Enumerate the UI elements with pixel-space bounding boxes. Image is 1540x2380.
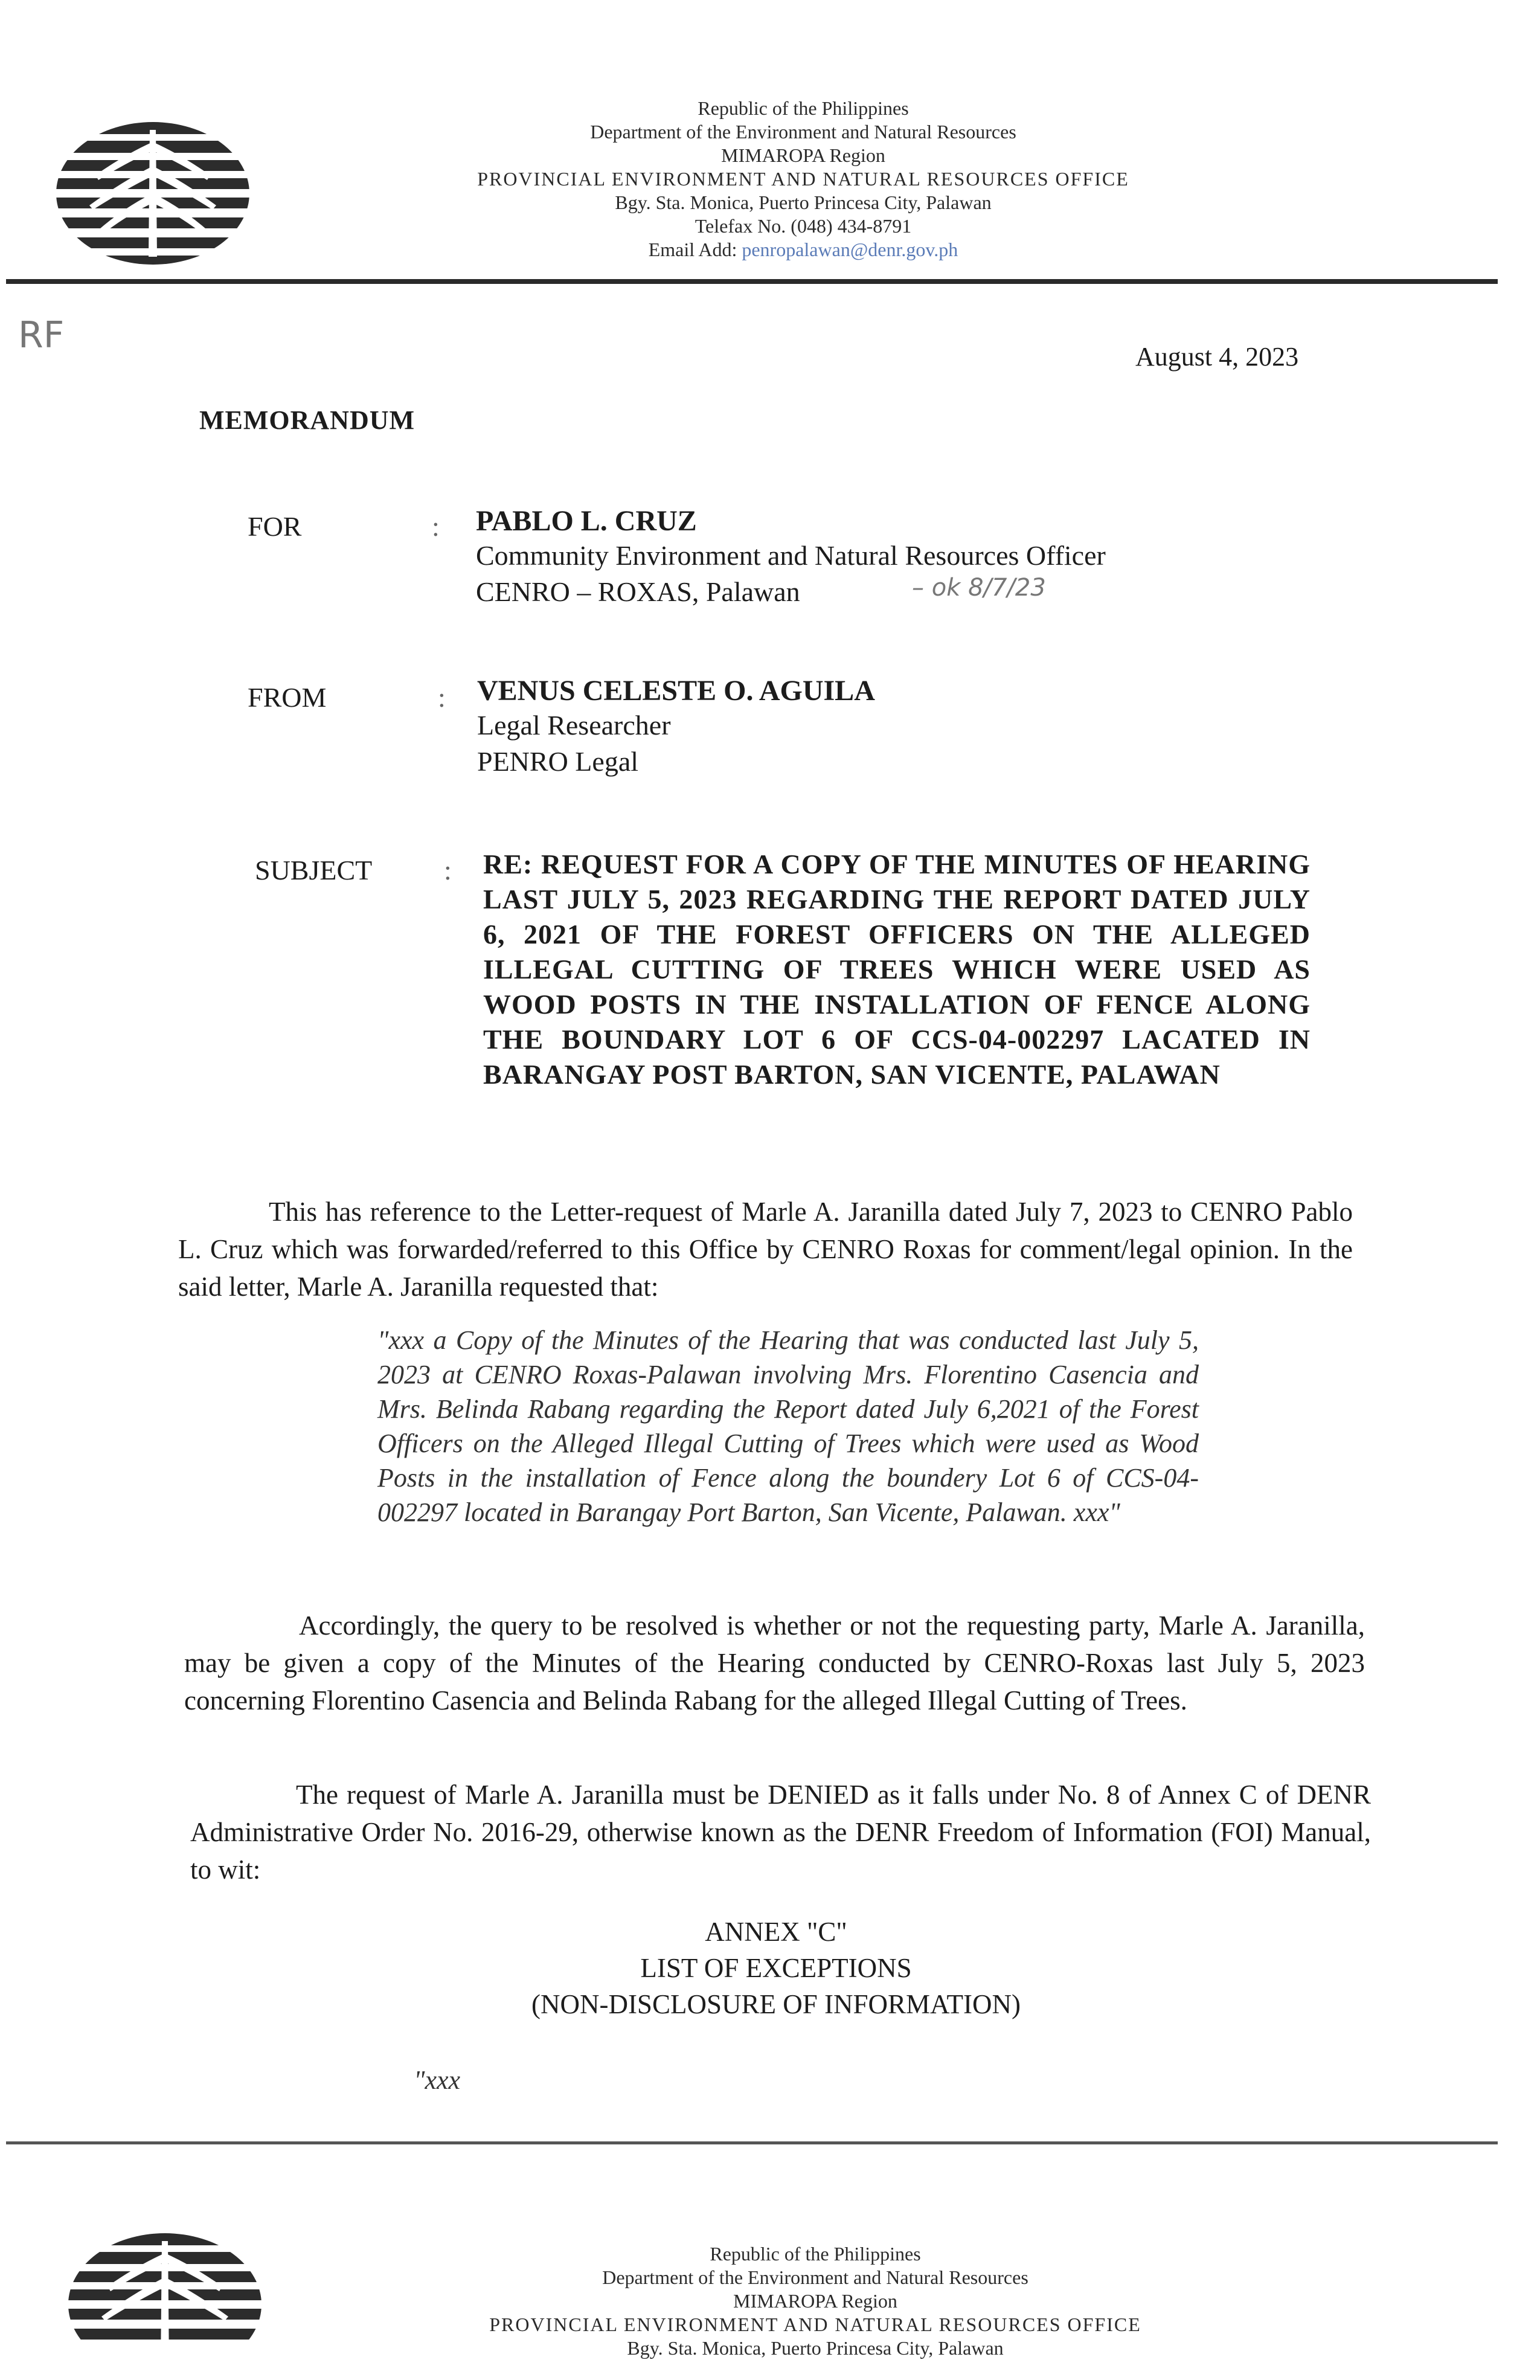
- page-break-rule: [6, 2141, 1498, 2144]
- margin-note: RF: [18, 314, 65, 356]
- subject-text: RE: REQUEST FOR A COPY OF THE MINUTES OF HEARING LAST JULY 5, 2023 REGARDING THE REPORT DATED JULY 6, 2021 OF THE FOREST OFFICERS ON THE ALLEGED ILLEGAL CUTTING OF TREES WHICH WERE USED AS WOOD POSTS IN THE INSTALLATION OF FENCE ALONG THE BOUNDARY LOT 6 OF CCS-04-002297 LACATED IN BARANGAY POST BARTON, SAN VICENTE, PALAWAN: [483, 849, 1311, 1090]
- letterhead-text: [266, 97, 1341, 262]
- recipient-office: CENRO – ROXAS, Palawan: [476, 576, 800, 607]
- paragraph-query: Accordingly, the query to be resolved is whether or not the requesting party, Marle A. Jaranilla, may be given a copy of the Minutes of the Hearing conducted by CENRO-Roxas last July 5, 2023 concerning Florentino Casencia and Belinda Rabang for the alleged Illegal Cutting of Trees.: [184, 1610, 1365, 1716]
- subject-colon: :: [444, 855, 452, 886]
- address-line: Bgy. Sta. Monica, Puerto Princesa City, Palawan: [615, 191, 992, 213]
- annex-heading: [471, 1914, 1081, 2022]
- annex-subtitle: LIST OF EXCEPTIONS: [640, 1953, 912, 1983]
- recipient-position: Community Environment and Natural Resources Officer: [476, 540, 1106, 571]
- office-line: PROVINCIAL ENVIRONMENT AND NATURAL RESOURCES OFFICE: [489, 2314, 1141, 2335]
- paragraph-denial: The request of Marle A. Jaranilla must be DENIED as it falls under No. 8 of Annex C of DENR Administrative Order No. 2016-29, otherwise known as the DENR Freedom of Information (FOI) Manual, to wit:: [190, 1780, 1371, 1885]
- memo-title: MEMORANDUM: [199, 405, 415, 435]
- xxx-marker: "xxx: [414, 2065, 461, 2095]
- department-line: Department of the Environment and Natural Resources: [590, 121, 1016, 143]
- memo-date: August 4, 2023: [1135, 342, 1299, 371]
- denr-logo-icon: [65, 2229, 265, 2380]
- paragraph-reference: This has reference to the Letter-request of Marle A. Jaranilla dated July 7, 2023 to CENRO Pablo L. Cruz which was forwarded/referred to this Office by CENRO Roxas for comment/legal opinion. In the said letter, Marle A. Jaranilla requested that:: [178, 1197, 1353, 1302]
- for-label: FOR: [248, 511, 302, 542]
- department-line: Department of the Environment and Natural Resources: [602, 2266, 1028, 2288]
- annex-note: (NON-DISCLOSURE OF INFORMATION): [531, 1989, 1021, 2019]
- region-line: MIMAROPA Region: [733, 2290, 897, 2312]
- from-label: FROM: [248, 682, 327, 713]
- office-line: PROVINCIAL ENVIRONMENT AND NATURAL RESOURCES OFFICE: [477, 168, 1129, 190]
- annex-title: ANNEX "C": [705, 1917, 847, 1947]
- denr-logo-icon: [53, 118, 252, 269]
- quoted-request: "xxx a Copy of the Minutes of the Hearing that was conducted last July 5, 2023 at CENRO Roxas-Palawan involving Mrs. Florentino Casencia and Mrs. Belinda Rabang regarding the Report dated July 6,2021 of the Forest Officers on the Alleged Illegal Cutting of Trees which were used as Wood Posts in the installation of Fence along the boundery Lot 6 of CCS-04-002297 located in Barangay Port Barton, San Vicente, Palawan. xxx": [377, 1325, 1199, 1527]
- handwritten-note: – ok 8/7/23: [912, 574, 1046, 602]
- address-line: Bgy. Sta. Monica, Puerto Princesa City, Palawan: [627, 2337, 1004, 2359]
- for-colon: :: [432, 511, 440, 542]
- sender-name: VENUS CELESTE O. AGUILA: [477, 675, 875, 707]
- email-label: Email Add:: [648, 239, 737, 260]
- telefax-line: Telefax No. (048) 434-8791: [695, 215, 912, 237]
- republic-line: Republic of the Philippines: [698, 97, 909, 119]
- sender-position: Legal Researcher: [477, 710, 671, 741]
- email-line: [266, 238, 1341, 262]
- from-colon: :: [438, 682, 446, 713]
- region-line: MIMAROPA Region: [721, 144, 885, 166]
- letterhead-bottom-text: [278, 2242, 1353, 2360]
- sender-office: PENRO Legal: [477, 746, 639, 777]
- republic-line: Republic of the Philippines: [710, 2243, 921, 2265]
- header-rule: [6, 279, 1498, 284]
- from-sender: [477, 674, 875, 780]
- recipient-name: PABLO L. CRUZ: [476, 505, 697, 537]
- email-address: penropalawan@denr.gov.ph: [742, 239, 958, 260]
- subject-label: SUBJECT: [255, 855, 373, 886]
